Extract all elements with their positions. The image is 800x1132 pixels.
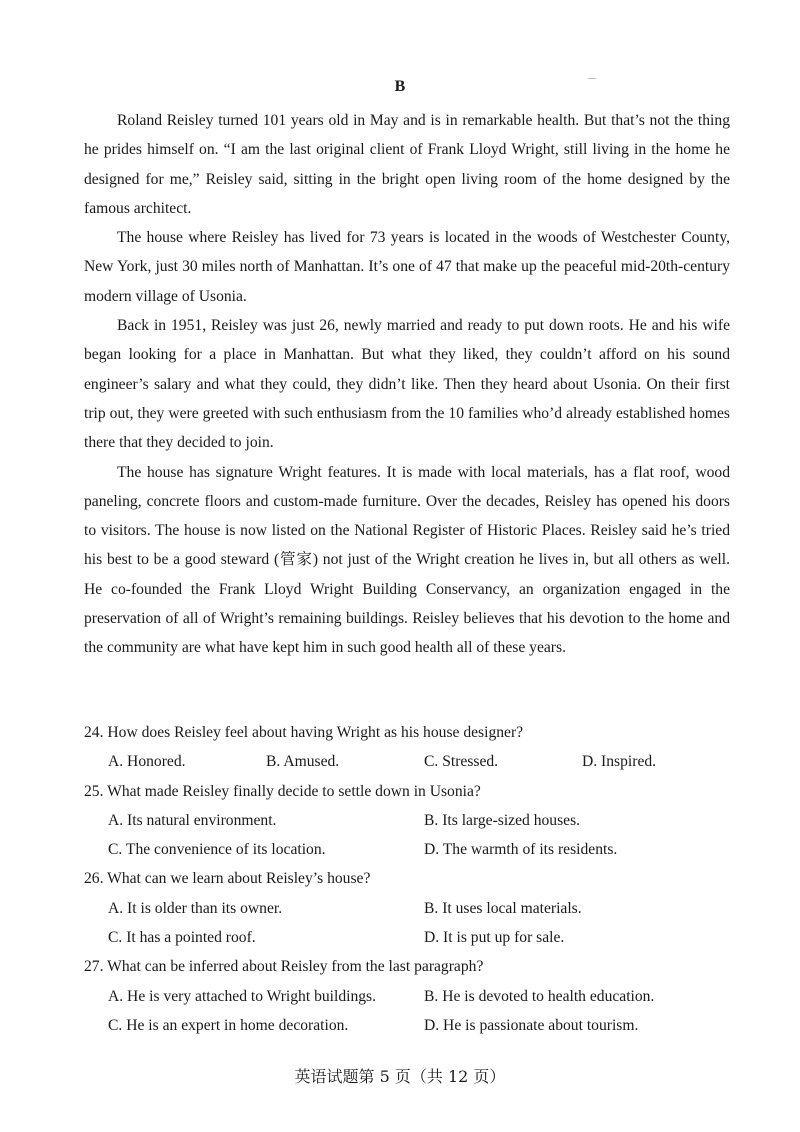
option-a: A. It is older than its owner.	[108, 899, 283, 917]
option-d: D. He is passionate about tourism.	[424, 1016, 639, 1034]
option-c: C. It has a pointed roof.	[108, 929, 256, 947]
option-b: B. He is devoted to health education.	[424, 987, 655, 1005]
option-b: B. Amused.	[266, 753, 340, 771]
option-d: D. It is put up for sale.	[424, 929, 565, 947]
paragraph: Back in 1951, Reisley was just 26, newly married and ready to put down roots. He and his wife began looking for a place in Manhattan. But what they liked, they couldn’t afford on his sound engineer’s salary and what they could, they didn’t like. Then they heard about Usonia. On their first trip out, they were greeted with such enthusiasm from the 10 families who’d already established homes there that they decided to join.	[84, 317, 730, 452]
paragraph: The house where Reisley has lived for 73 years is located in the woods of Westchester County, New York, just 30 miles north of Manhattan. It’s one of 47 that make up the peaceful mid-20th-century modern village of Usonia.	[84, 229, 730, 305]
question-stem: 26. What can we learn about Reisley’s house?	[84, 870, 371, 888]
option-a: A. Honored.	[108, 753, 186, 771]
option-c: C. The convenience of its location.	[108, 841, 326, 859]
option-b: B. Its large-sized houses.	[424, 811, 581, 829]
question-stem: 25. What made Reisley finally decide to settle down in Usonia?	[84, 782, 481, 800]
option-row	[84, 806, 730, 835]
option-row	[84, 894, 730, 923]
option-b: B. It uses local materials.	[424, 899, 582, 917]
option-d: D. The warmth of its residents.	[424, 841, 618, 859]
paragraph: The house has signature Wright features. It is made with local materials, has a flat roof, wood paneling, concrete floors and custom-made furniture. Over the decades, Reisley has opened his doors to visitors. The house is now listed on the National Register of Historic Places. Reisley said he’s tried his best to be a good steward (管家) not just of the Wright creation he lives in, but all others as well. He co-founded the Frank Lloyd Wright Building Conservancy, an organization engaged in the preservation of all of Wright’s remaining buildings. Reisley believes that his devotion to the home and the community are what have kept him in such good health all of these years.	[84, 463, 730, 657]
paragraph: Roland Reisley turned 101 years old in May and is in remarkable health. But that’s not the thing he prides himself on. “I am the last original client of Frank Lloyd Wright, still living in the home he designed for me,” Reisley said, sitting in the bright open living room of the home designed by the famous architect.	[84, 112, 730, 217]
option-row	[84, 982, 730, 1011]
question-25	[84, 777, 730, 865]
section-heading: B	[394, 78, 406, 95]
question-24	[84, 718, 730, 777]
option-row	[84, 835, 730, 864]
question-27	[84, 952, 730, 1040]
page-footer: 英语试题第 5 页（共 12 页）	[294, 1067, 506, 1086]
option-c: C. He is an expert in home decoration.	[108, 1016, 349, 1034]
option-d: D. Inspired.	[582, 753, 657, 771]
option-a: A. Its natural environment.	[108, 811, 277, 829]
reading-passage	[84, 106, 730, 663]
question-stem: 27. What can be inferred about Reisley from the last paragraph?	[84, 958, 484, 976]
question-stem: 24. How does Reisley feel about having Wright as his house designer?	[84, 724, 524, 741]
question-list	[84, 718, 730, 1040]
option-row	[84, 1011, 730, 1040]
question-26	[84, 864, 730, 952]
option-row	[84, 747, 730, 776]
option-a: A. He is very attached to Wright buildings.	[108, 987, 377, 1005]
option-c: C. Stressed.	[424, 753, 499, 771]
option-row	[84, 923, 730, 952]
